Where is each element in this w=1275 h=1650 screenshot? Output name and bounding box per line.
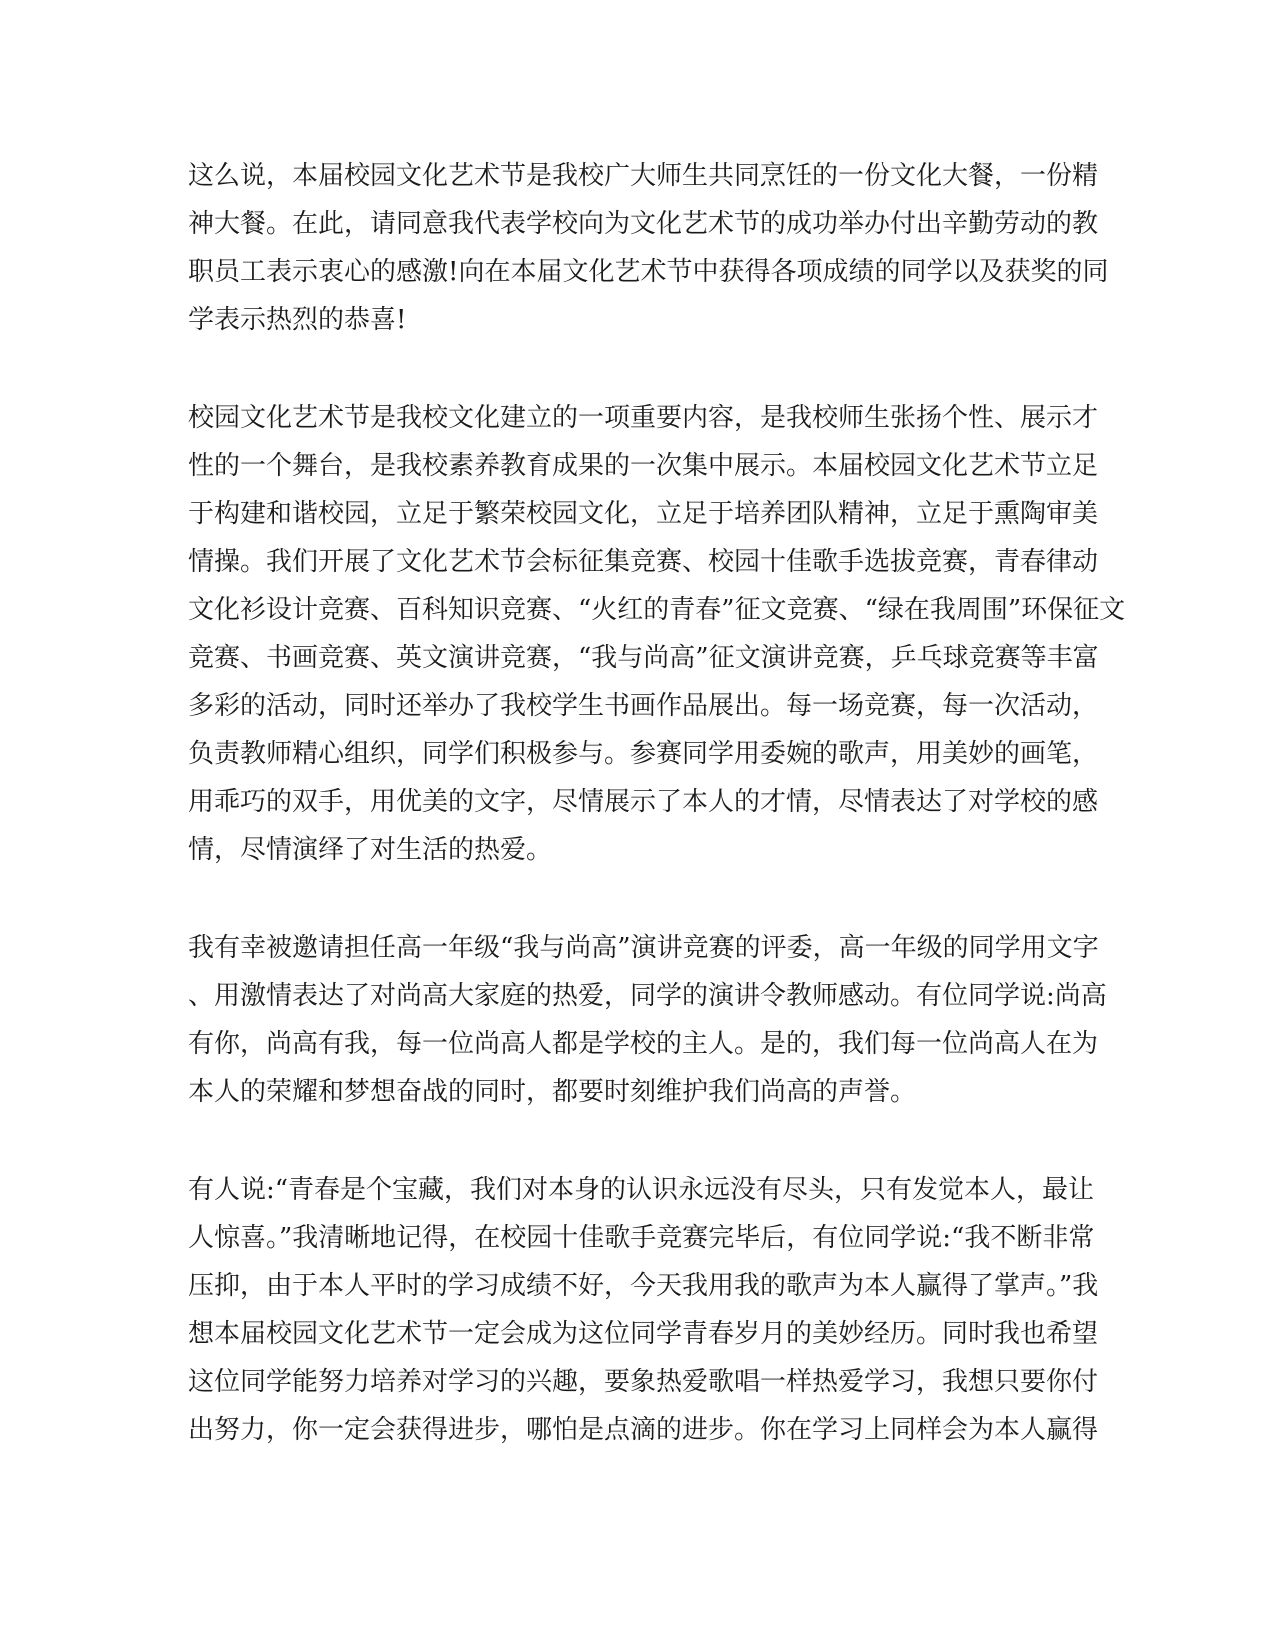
text-line: 性的一个舞台，是我校素养教育成果的一次集中展示。本届校园文化艺术节立足 (188, 451, 1099, 481)
text-line: 用乖巧的双手，用优美的文字，尽情展示了本人的才情，尽情表达了对学校的感 (188, 787, 1099, 817)
text-line: 文化衫设计竞赛、百科知识竞赛、“火红的青春”征文竞赛、“绿在我周围”环保征文 (188, 595, 1126, 625)
paragraph-2 (188, 394, 1126, 874)
text-line: 人惊喜。”我清晰地记得，在校园十佳歌手竞赛完毕后，有位同学说:“我不断非常 (188, 1223, 1095, 1253)
text-line: 职员工表示衷心的感激!向在本届文化艺术节中获得各项成绩的同学以及获奖的同 (188, 257, 1109, 287)
text-line: 、用激情表达了对尚高大家庭的热爱，同学的演讲令教师感动。有位同学说:尚高 (188, 981, 1107, 1011)
text-line: 有你，尚高有我，每一位尚高人都是学校的主人。是的，我们每一位尚高人在为 (188, 1029, 1099, 1059)
text-line: 我有幸被邀请担任高一年级“我与尚高”演讲竞赛的评委，高一年级的同学用文字 (188, 933, 1099, 963)
text-line: 多彩的活动，同时还举办了我校学生书画作品展出。每一场竞赛，每一次活动， (188, 691, 1099, 721)
paragraph-1 (188, 152, 1109, 344)
text-line: 本人的荣耀和梦想奋战的同时，都要时刻维护我们尚高的声誉。 (188, 1077, 917, 1107)
text-line: 于构建和谐校园，立足于繁荣校园文化，立足于培养团队精神，立足于熏陶审美 (188, 499, 1099, 529)
text-line: 神大餐。在此，请同意我代表学校向为文化艺术节的成功举办付出辛勤劳动的教 (188, 209, 1099, 239)
text-line: 压抑，由于本人平时的学习成绩不好，今天我用我的歌声为本人赢得了掌声。”我 (188, 1271, 1099, 1301)
text-line: 情操。我们开展了文化艺术节会标征集竞赛、校园十佳歌手选拔竞赛，青春律动 (188, 547, 1099, 577)
text-line: 负责教师精心组织，同学们积极参与。参赛同学用委婉的歌声，用美妙的画笔， (188, 739, 1099, 769)
text-line: 这么说，本届校园文化艺术节是我校广大师生共同烹饪的一份文化大餐，一份精 (188, 161, 1099, 191)
text-line: 竞赛、书画竞赛、英文演讲竞赛，“我与尚高”征文演讲竞赛，乒乓球竞赛等丰富 (188, 643, 1099, 673)
text-line: 情，尽情演绎了对生活的热爱。 (188, 835, 553, 865)
paragraph-3 (188, 924, 1107, 1116)
text-line: 这位同学能努力培养对学习的兴趣，要象热爱歌唱一样热爱学习，我想只要你付 (188, 1367, 1099, 1397)
text-line: 想本届校园文化艺术节一定会成为这位同学青春岁月的美妙经历。同时我也希望 (188, 1319, 1099, 1349)
text-line: 有人说:“青春是个宝藏，我们对本身的认识永远没有尽头，只有发觉本人，最让 (188, 1175, 1095, 1205)
text-line: 出努力，你一定会获得进步，哪怕是点滴的进步。你在学习上同样会为本人赢得 (188, 1415, 1099, 1445)
paragraph-4 (188, 1166, 1099, 1454)
document-body (188, 152, 1126, 1504)
text-line: 学表示热烈的恭喜! (188, 305, 407, 335)
text-line: 校园文化艺术节是我校文化建立的一项重要内容，是我校师生张扬个性、展示才 (188, 403, 1099, 433)
